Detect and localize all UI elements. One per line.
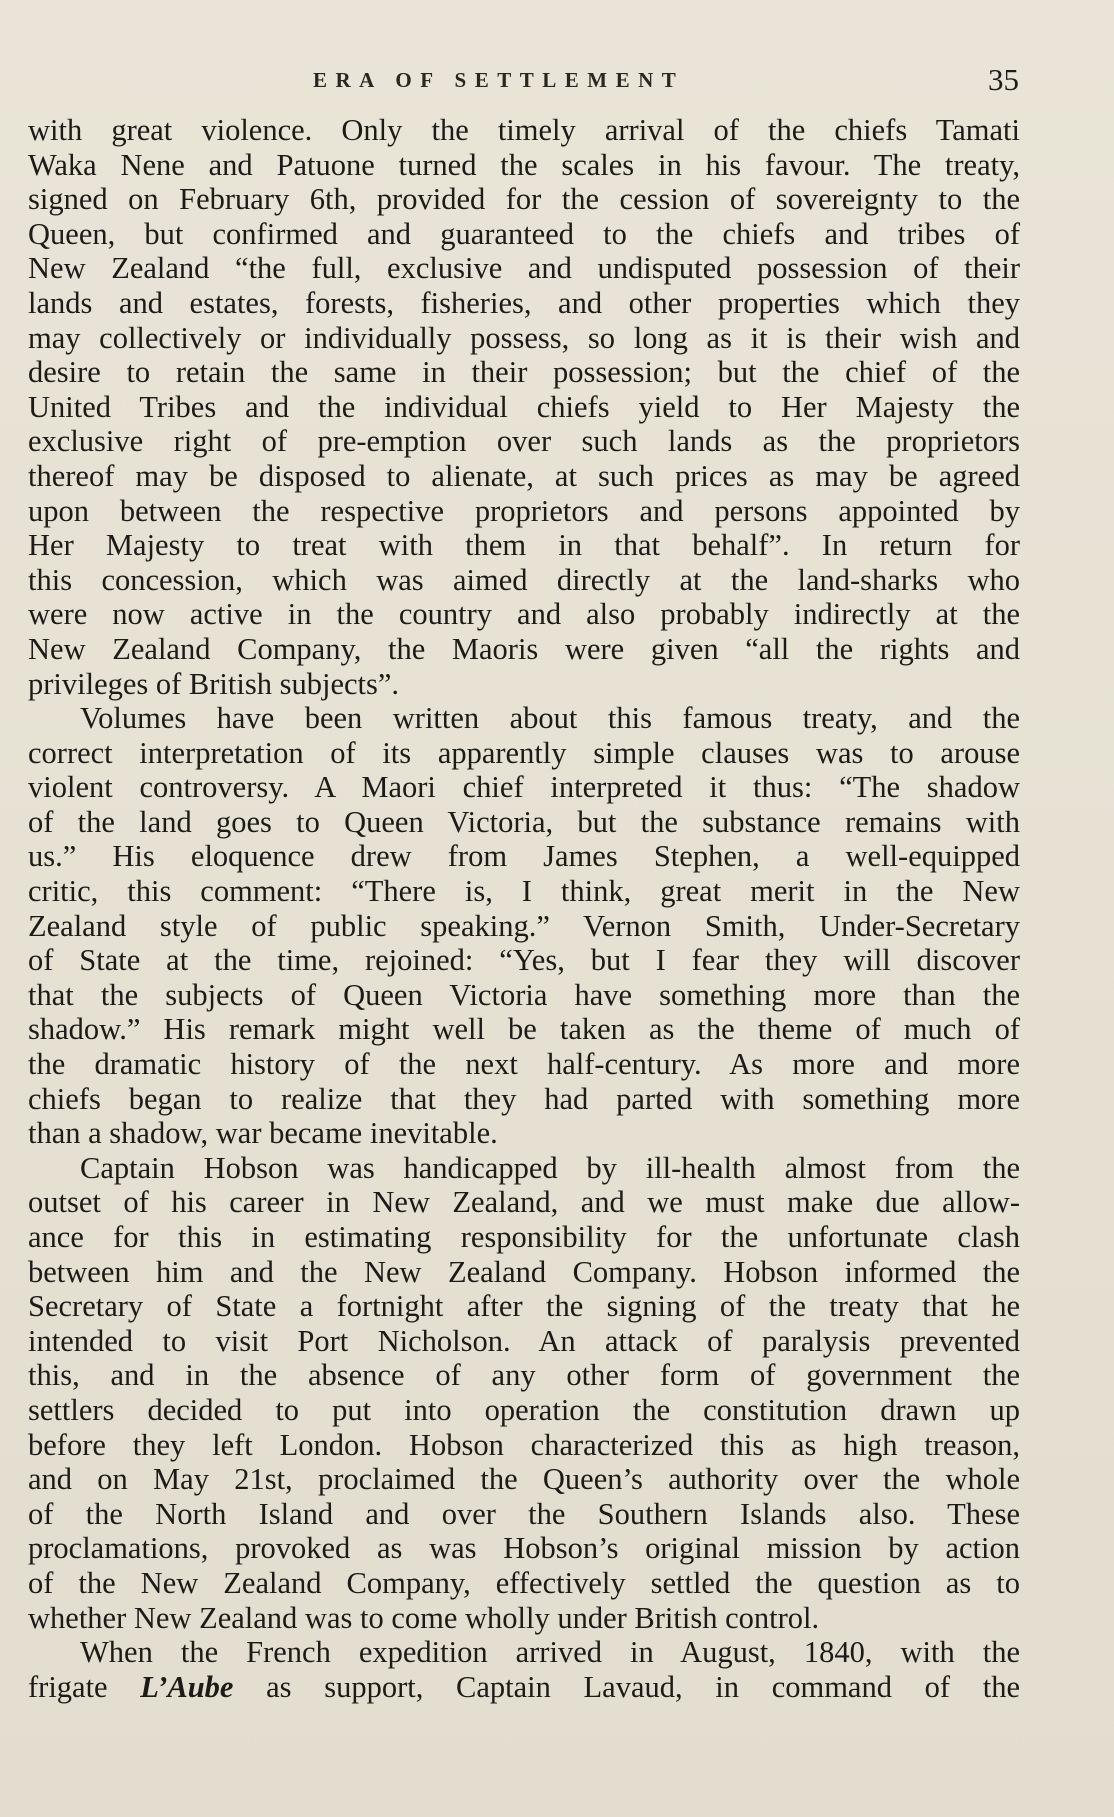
page-number: 35 [988, 62, 1019, 97]
text-line-paragraph-end: than a shadow, war became inevitable. [28, 1116, 498, 1151]
text-line-paragraph-start: When the French expedition arrived in August, 1840, with the [80, 1635, 1020, 1670]
text-line: us.” His eloquence drew from James Stephen, a well-equipped [28, 839, 1020, 874]
text-line: shadow.” His remark might well be taken as the theme of much of [28, 1012, 1020, 1047]
text-line: upon between the respective proprietors and persons appointed by [28, 493, 1020, 528]
text-line: New Zealand Company, the Maoris were given “all the rights and [28, 631, 1020, 666]
text-line: this concession, which was aimed directly at the land-sharks who [28, 562, 1020, 597]
text-line: may collectively or individually possess, so long as it is their wish and [28, 320, 1020, 355]
line-segment: as support, Captain Lavaud, in command of the [233, 1669, 1020, 1704]
text-line: the dramatic history of the next half-century. As more and more [28, 1047, 1020, 1082]
text-line: were now active in the country and also probably indirectly at the [28, 597, 1020, 632]
line-segment: frigate [28, 1669, 141, 1704]
text-line: New Zealand “the full, exclusive and undisputed possession of their [28, 251, 1020, 286]
text-line: United Tribes and the individual chiefs yield to Her Majesty the [28, 389, 1020, 424]
text-line: between him and the New Zealand Company. Hobson informed the [28, 1254, 1020, 1289]
text-line: Her Majesty to treat with them in that behalf”. In return for [28, 528, 1020, 563]
text-line: desire to retain the same in their possession; but the chief of the [28, 355, 1020, 390]
text-line: signed on February 6th, provided for the cession of sovereignty to the [28, 182, 1020, 217]
text-line: Secretary of State a fortnight after the signing of the treaty that he [28, 1289, 1020, 1324]
text-line: exclusive right of pre-emption over such lands as the proprietors [28, 424, 1020, 459]
text-line: of the New Zealand Company, effectively settled the question as to [28, 1565, 1020, 1600]
text-line: with great violence. Only the timely arrival of the chiefs Tamati [28, 113, 1020, 147]
text-line: this, and in the absence of any other form of government the [28, 1358, 1020, 1393]
text-line: that the subjects of Queen Victoria have something more than the [28, 977, 1020, 1012]
ship-name-italic: L’Aube [140, 1669, 234, 1704]
text-line: ance for this in estimating responsibility for the unfortunate clash [28, 1220, 1020, 1254]
text-line: outset of his career in New Zealand, and we must make due allow- [28, 1185, 1020, 1220]
text-line: proclamations, provoked as was Hobson’s original mission by action [28, 1531, 1020, 1566]
text-line: before they left London. Hobson characterized this as high treason, [28, 1427, 1020, 1462]
text-line-paragraph-end: whether New Zealand was to come wholly under British control. [28, 1600, 820, 1635]
text-line: critic, this comment: “There is, I think, great merit in the New [28, 874, 1020, 909]
text-line: of the land goes to Queen Victoria, but the substance remains with [28, 804, 1020, 839]
text-line: of the North Island and over the Southern Islands also. These [28, 1496, 1020, 1531]
text-line: thereof may be disposed to alienate, at such prices as may be agreed [28, 458, 1020, 493]
text-line: Zealand style of public speaking.” Vernon Smith, Under-Secretary [28, 908, 1020, 943]
text-line: violent controversy. A Maori chief interpreted it thus: “The shadow [28, 770, 1020, 805]
text-line: and on May 21st, proclaimed the Queen’s authority over the whole [28, 1462, 1020, 1497]
text-line-with-italic [28, 1670, 1020, 1705]
text-line: lands and estates, forests, fisheries, and other properties which they [28, 285, 1020, 320]
text-line-paragraph-start: Volumes have been written about this famous treaty, and the [80, 701, 1020, 736]
text-line: chiefs began to realize that they had parted with something more [28, 1081, 1020, 1116]
text-line: Queen, but confirmed and guaranteed to the chiefs and tribes of [28, 216, 1020, 251]
text-line: correct interpretation of its apparently simple clauses was to arouse [28, 735, 1020, 770]
text-line: settlers decided to put into operation the constitution drawn up [28, 1392, 1020, 1427]
text-line-paragraph-start: Captain Hobson was handicapped by ill-health almost from the [80, 1150, 1020, 1185]
text-line-paragraph-end: privileges of British subjects”. [28, 666, 400, 701]
text-line: Waka Nene and Patuone turned the scales in his favour. The treaty, [28, 147, 1020, 182]
running-head: ERA OF SETTLEMENT [313, 68, 685, 92]
text-line: of State at the time, rejoined: “Yes, but I fear they will discover [28, 943, 1020, 978]
body-text [28, 113, 1020, 1704]
page-header [0, 62, 1114, 102]
text-line: intended to visit Port Nicholson. An attack of paralysis prevented [28, 1323, 1020, 1358]
